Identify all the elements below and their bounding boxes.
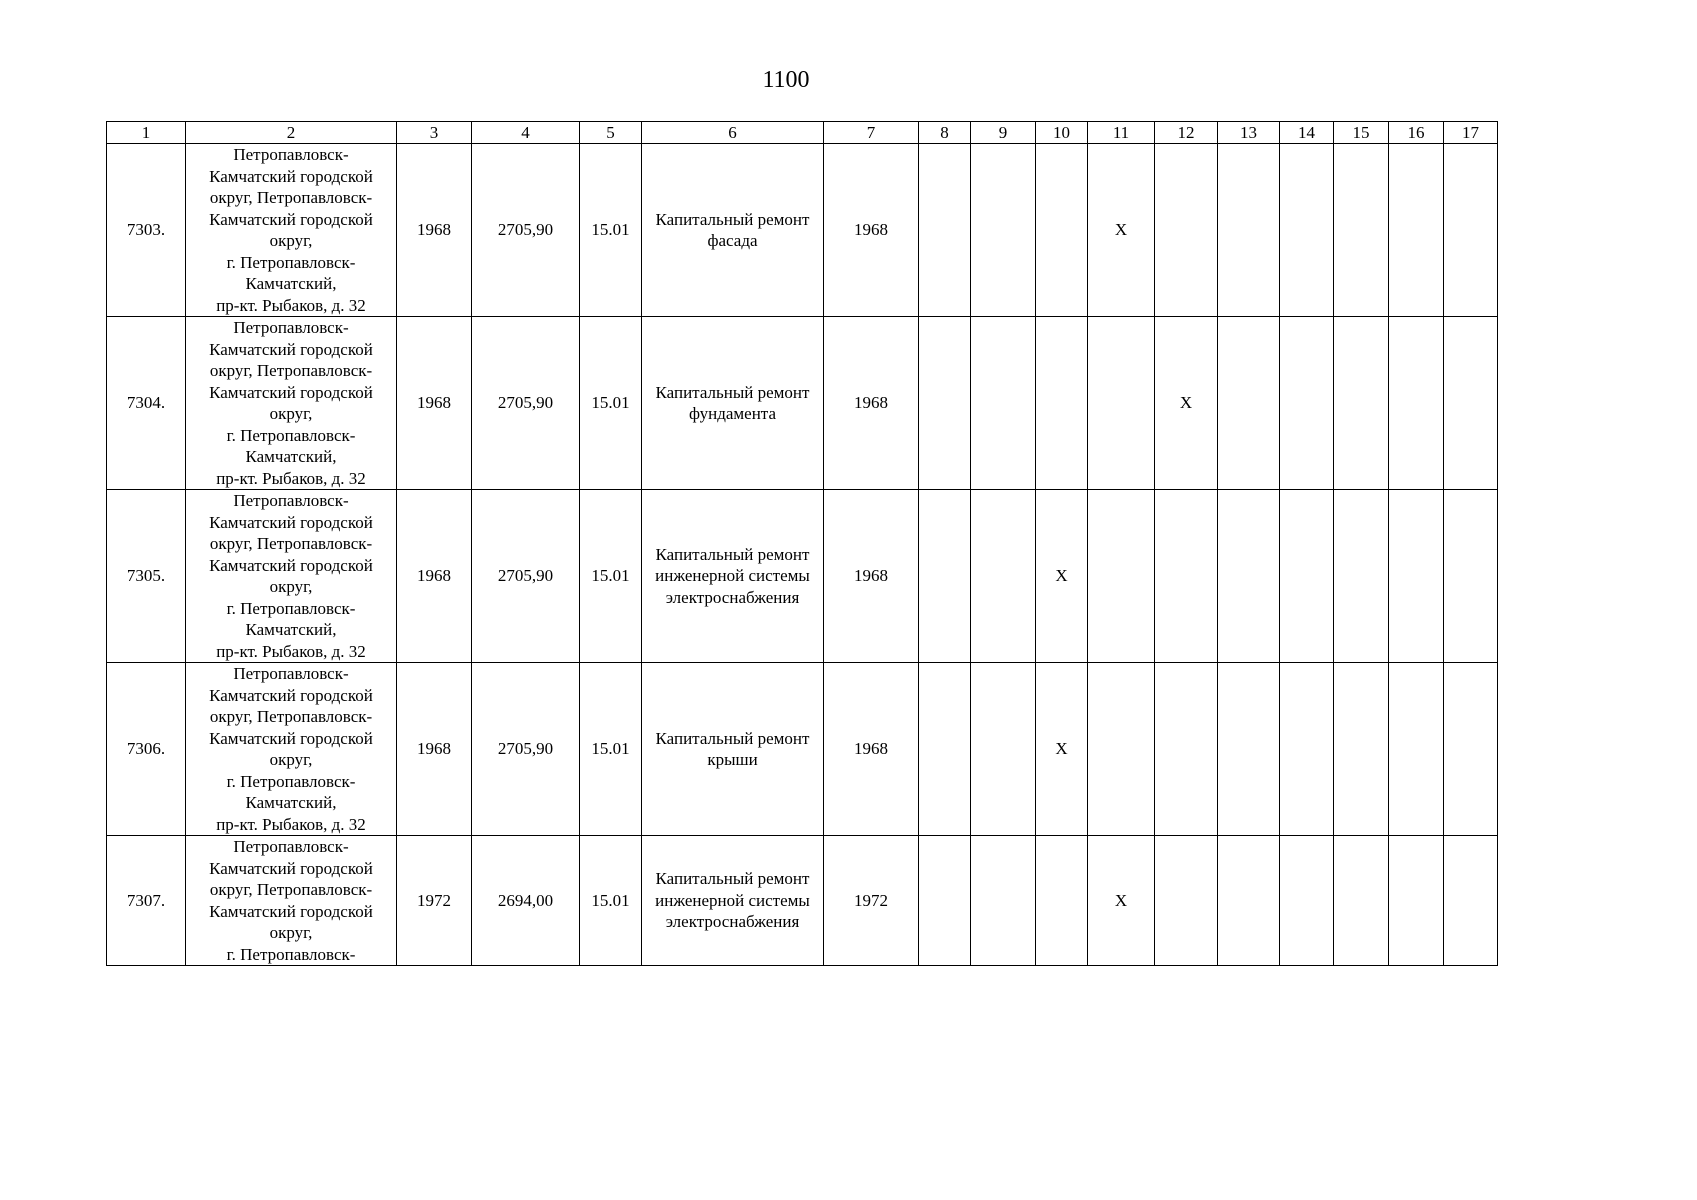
- year-cell: 1968: [824, 144, 919, 317]
- mark-cell-col-10: [1036, 317, 1088, 490]
- mark-cell-col-12: [1155, 836, 1218, 966]
- column-header-15: 15: [1334, 122, 1389, 144]
- mark-cell-col-12: [1155, 490, 1218, 663]
- build-year-cell: 1968: [397, 317, 472, 490]
- mark-cell-col-17: [1444, 663, 1498, 836]
- mark-cell-col-13: [1218, 490, 1280, 663]
- column-header-6: 6: [642, 122, 824, 144]
- mark-cell-col-12: X: [1155, 317, 1218, 490]
- column-header-3: 3: [397, 122, 472, 144]
- mark-cell-col-16: [1389, 663, 1444, 836]
- mark-cell-col-13: [1218, 144, 1280, 317]
- work-type-cell: Капитальный ремонт крыши: [642, 663, 824, 836]
- year-cell: 1968: [824, 317, 919, 490]
- column-header-7: 7: [824, 122, 919, 144]
- address-cell: Петропавловск- Камчатский городской округ, Петропавловск- Камчатский городской округ, г. Петропавловск- Камчатский, пр-кт. Рыбаков, д. 32: [186, 490, 397, 663]
- table-row: [107, 836, 1498, 966]
- column-header-2: 2: [186, 122, 397, 144]
- mark-cell-col-14: [1280, 490, 1334, 663]
- mark-cell-col-15: [1334, 317, 1389, 490]
- column-number-header-row: [107, 122, 1498, 144]
- mark-cell-col-16: [1389, 317, 1444, 490]
- code-cell: 15.01: [580, 144, 642, 317]
- build-year-cell: 1968: [397, 663, 472, 836]
- work-type-cell: Капитальный ремонт инженерной системы электроснабжения: [642, 490, 824, 663]
- repair-schedule-table: [106, 121, 1498, 966]
- area-cell: 2705,90: [472, 317, 580, 490]
- mark-cell-col-15: [1334, 490, 1389, 663]
- code-cell: 15.01: [580, 317, 642, 490]
- table-row: [107, 663, 1498, 836]
- mark-cell-col-10: X: [1036, 663, 1088, 836]
- mark-cell-col-11: [1088, 490, 1155, 663]
- column-header-10: 10: [1036, 122, 1088, 144]
- mark-cell-col-11: X: [1088, 144, 1155, 317]
- mark-cell-col-13: [1218, 663, 1280, 836]
- address-cell: Петропавловск- Камчатский городской округ, Петропавловск- Камчатский городской округ, г. Петропавловск-: [186, 836, 397, 966]
- area-cell: 2705,90: [472, 490, 580, 663]
- mark-cell-col-16: [1389, 490, 1444, 663]
- column-header-5: 5: [580, 122, 642, 144]
- area-cell: 2705,90: [472, 144, 580, 317]
- build-year-cell: 1972: [397, 836, 472, 966]
- column-header-13: 13: [1218, 122, 1280, 144]
- page-number: 1100: [762, 67, 810, 93]
- column-header-4: 4: [472, 122, 580, 144]
- mark-cell-col-14: [1280, 836, 1334, 966]
- mark-cell-col-13: [1218, 317, 1280, 490]
- area-cell: 2705,90: [472, 663, 580, 836]
- column-header-9: 9: [971, 122, 1036, 144]
- mark-cell-col-9: [971, 490, 1036, 663]
- row-number-cell: 7307.: [107, 836, 186, 966]
- column-header-8: 8: [919, 122, 971, 144]
- mark-cell-col-9: [971, 836, 1036, 966]
- mark-cell-col-15: [1334, 836, 1389, 966]
- mark-cell-col-9: [971, 317, 1036, 490]
- mark-cell-col-16: [1389, 836, 1444, 966]
- mark-cell-col-10: [1036, 836, 1088, 966]
- mark-cell-col-17: [1444, 836, 1498, 966]
- code-cell: 15.01: [580, 490, 642, 663]
- build-year-cell: 1968: [397, 490, 472, 663]
- column-header-16: 16: [1389, 122, 1444, 144]
- row-number-cell: 7303.: [107, 144, 186, 317]
- area-cell: 2694,00: [472, 836, 580, 966]
- mark-cell-col-8: [919, 144, 971, 317]
- row-number-cell: 7304.: [107, 317, 186, 490]
- mark-cell-col-11: [1088, 317, 1155, 490]
- mark-cell-col-10: X: [1036, 490, 1088, 663]
- table-row: [107, 490, 1498, 663]
- column-header-12: 12: [1155, 122, 1218, 144]
- mark-cell-col-15: [1334, 144, 1389, 317]
- code-cell: 15.01: [580, 663, 642, 836]
- column-header-1: 1: [107, 122, 186, 144]
- address-cell: Петропавловск- Камчатский городской округ, Петропавловск- Камчатский городской округ, г. Петропавловск- Камчатский, пр-кт. Рыбаков, д. 32: [186, 663, 397, 836]
- table-row: [107, 317, 1498, 490]
- table-row: [107, 144, 1498, 317]
- mark-cell-col-16: [1389, 144, 1444, 317]
- year-cell: 1968: [824, 490, 919, 663]
- column-header-14: 14: [1280, 122, 1334, 144]
- mark-cell-col-9: [971, 663, 1036, 836]
- mark-cell-col-10: [1036, 144, 1088, 317]
- mark-cell-col-12: [1155, 663, 1218, 836]
- year-cell: 1968: [824, 663, 919, 836]
- mark-cell-col-17: [1444, 317, 1498, 490]
- work-type-cell: Капитальный ремонт фундамента: [642, 317, 824, 490]
- mark-cell-col-8: [919, 317, 971, 490]
- mark-cell-col-8: [919, 490, 971, 663]
- mark-cell-col-14: [1280, 663, 1334, 836]
- code-cell: 15.01: [580, 836, 642, 966]
- mark-cell-col-8: [919, 663, 971, 836]
- mark-cell-col-15: [1334, 663, 1389, 836]
- mark-cell-col-14: [1280, 317, 1334, 490]
- mark-cell-col-11: [1088, 663, 1155, 836]
- address-cell: Петропавловск- Камчатский городской округ, Петропавловск- Камчатский городской округ, г. Петропавловск- Камчатский, пр-кт. Рыбаков, д. 32: [186, 144, 397, 317]
- work-type-cell: Капитальный ремонт инженерной системы электроснабжения: [642, 836, 824, 966]
- mark-cell-col-17: [1444, 490, 1498, 663]
- mark-cell-col-8: [919, 836, 971, 966]
- table-body: [107, 144, 1498, 966]
- mark-cell-col-14: [1280, 144, 1334, 317]
- column-header-11: 11: [1088, 122, 1155, 144]
- mark-cell-col-13: [1218, 836, 1280, 966]
- row-number-cell: 7305.: [107, 490, 186, 663]
- mark-cell-col-12: [1155, 144, 1218, 317]
- column-header-17: 17: [1444, 122, 1498, 144]
- work-type-cell: Капитальный ремонт фасада: [642, 144, 824, 317]
- mark-cell-col-17: [1444, 144, 1498, 317]
- year-cell: 1972: [824, 836, 919, 966]
- address-cell: Петропавловск- Камчатский городской округ, Петропавловск- Камчатский городской округ, г. Петропавловск- Камчатский, пр-кт. Рыбаков, д. 32: [186, 317, 397, 490]
- row-number-cell: 7306.: [107, 663, 186, 836]
- build-year-cell: 1968: [397, 144, 472, 317]
- mark-cell-col-9: [971, 144, 1036, 317]
- mark-cell-col-11: X: [1088, 836, 1155, 966]
